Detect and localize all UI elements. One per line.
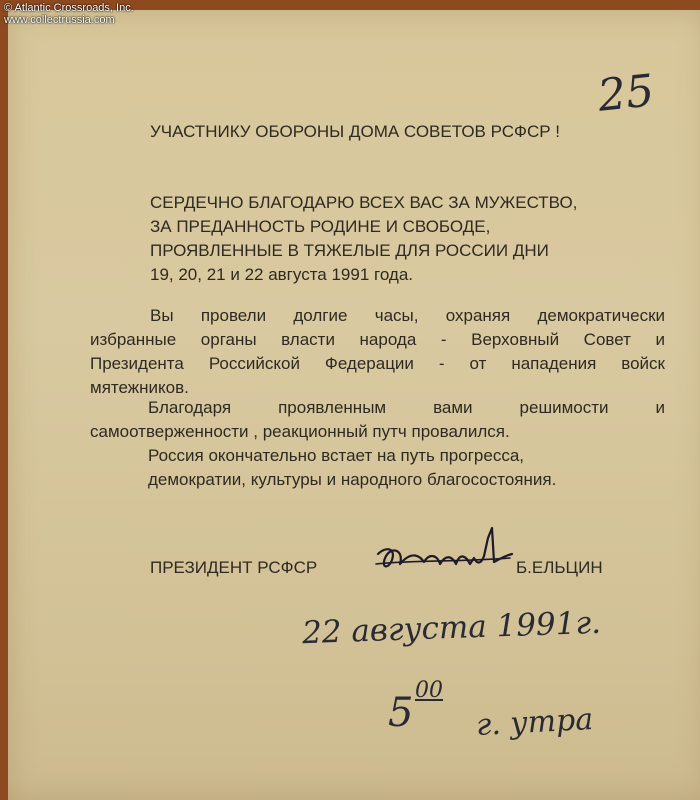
thanks-line: ПРОЯВЛЕННЫЕ В ТЯЖЕЛЫЕ ДЛЯ РОССИИ ДНИ [150, 241, 549, 260]
body-line: демократии, культуры и народного благосостояния. [148, 470, 557, 489]
thanks-line: СЕРДЕЧНО БЛАГОДАРЮ ВСЕХ ВАС ЗА МУЖЕСТВО, [150, 193, 578, 212]
handwritten-date: 22 августа 1991г. [301, 604, 602, 652]
body-line: мятежников. [90, 378, 189, 397]
watermark [4, 2, 134, 26]
thanks-line: ЗА ПРЕДАННОСТЬ РОДИНЕ И СВОБОДЕ, [150, 217, 491, 236]
body-line: Президента Российской Федерации - от нападения войск [90, 354, 665, 373]
watermark-copyright: © Atlantic Crossroads, Inc. [4, 2, 134, 14]
handwritten-time-hour: 5 [388, 690, 414, 736]
thanks-line: 19, 20, 21 и 22 августа 1991 года. [150, 265, 414, 284]
body-line: самоотверженности , реакционный путч провалился. [90, 422, 510, 441]
watermark-url: www.collectrussia.com [4, 14, 115, 26]
document-heading: УЧАСТНИКУ ОБОРОНЫ ДОМА СОВЕТОВ РСФСР ! [150, 122, 561, 141]
body-line: Россия окончательно встает на путь прогресса, [148, 446, 524, 465]
body-line: Вы провели долгие часы, охраняя демократически [150, 306, 665, 325]
handwritten-time-rest: г. утра [475, 701, 595, 744]
signature-title: ПРЕЗИДЕНТ РСФСР [150, 558, 318, 577]
signature-name: Б.ЕЛЬЦИН [516, 558, 603, 577]
corner-number: 25 [595, 65, 657, 122]
body-line: избранные органы власти народа - Верховный Совет и [90, 330, 665, 349]
handwritten-time-minutes: 00 [415, 678, 443, 703]
body-line: Благодаря проявленным вами решимости и [148, 398, 665, 417]
signature-scribble [372, 520, 517, 580]
